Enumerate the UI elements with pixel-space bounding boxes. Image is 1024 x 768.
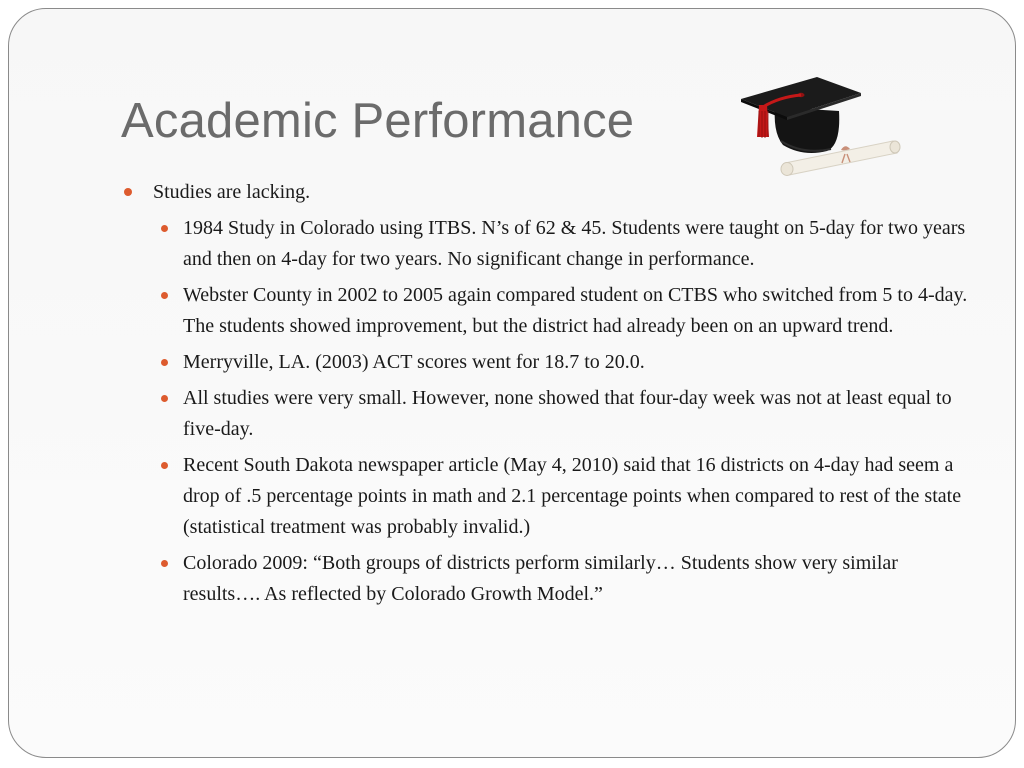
sub-bullet-text: Merryville, LA. (2003) ACT scores went for 18.7 to 20.0. [183,351,645,373]
bullet-dot-icon [161,359,168,366]
bullet-level-1 [123,177,973,208]
slide-title: Academic Performance [121,94,635,148]
sub-bullet-text: All studies were very small. However, none showed that four-day week was not at least equal to five-day. [183,387,952,440]
sub-bullet-text: 1984 Study in Colorado using ITBS. N’s of 62 & 45. Students were taught on 5-day for two years and then on 4-day for two years. No significant change in performance. [183,217,966,270]
sub-bullet [183,213,973,275]
slide-frame [8,8,1016,758]
bullet-dot-icon [161,292,168,299]
sub-bullet-list [123,213,973,610]
bullet-dot-icon [124,188,132,196]
bullet-dot-icon [161,462,168,469]
sub-bullet-text: Recent South Dakota newspaper article (May 4, 2010) said that 16 districts on 4-day had seem a drop of .5 percentage points in math and 2.1 percentage points when compared to rest of the state (statistical treatment was probably invalid.) [183,454,962,538]
bullet-dot-icon [161,395,168,402]
sub-bullet [183,347,973,378]
sub-bullet [183,450,973,543]
mortarboard-icon [741,77,861,153]
sub-bullet-text: Colorado 2009: “Both groups of districts perform similarly… Students show very similar results…. As reflected by Colorado Growth Model.” [183,552,898,605]
sub-bullet-text: Webster County in 2002 to 2005 again compared student on CTBS who switched from 5 to 4-day. The students showed improvement, but the district had already been on an upward trend. [183,284,968,337]
sub-bullet [183,383,973,445]
graduation-cap-and-diploma-icon [737,71,903,179]
main-bullet-text: Studies are lacking. [153,181,311,203]
bullet-dot-icon [161,225,168,232]
sub-bullet [183,548,973,610]
slide-body [123,177,973,615]
bullet-dot-icon [161,560,168,567]
sub-bullet [183,280,973,342]
